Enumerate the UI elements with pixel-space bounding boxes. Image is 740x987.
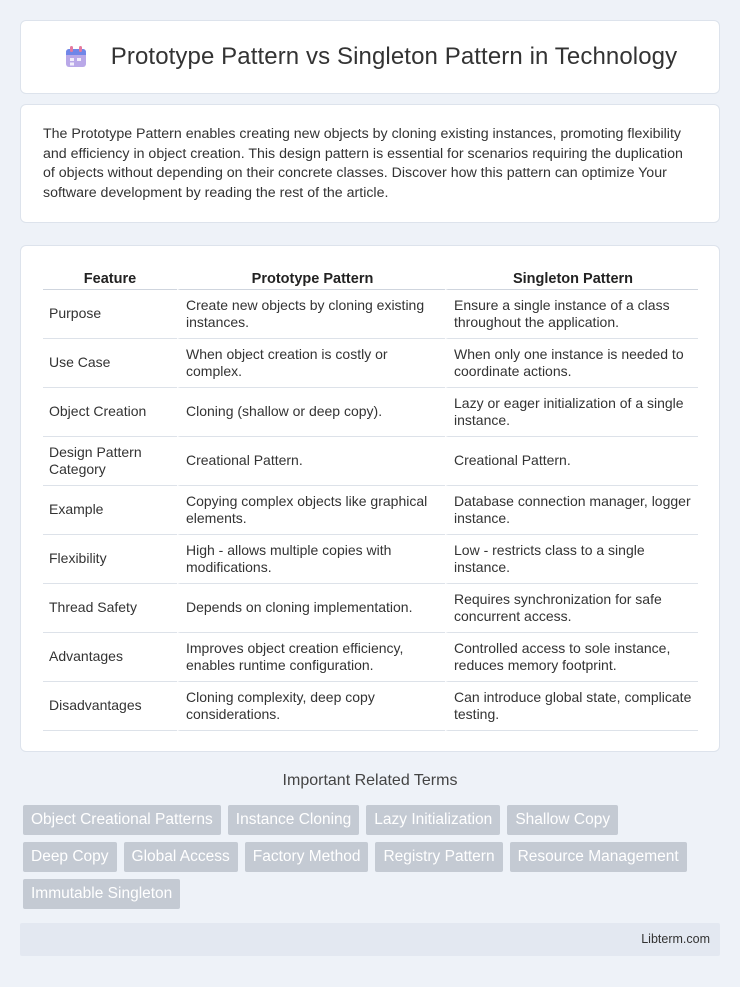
feature-cell: Example bbox=[43, 486, 177, 535]
singleton-cell: Low - restricts class to a single instance. bbox=[445, 535, 698, 584]
singleton-cell: Can introduce global state, complicate testing. bbox=[445, 682, 698, 731]
singleton-cell: Creational Pattern. bbox=[445, 437, 698, 486]
tag-instance-cloning[interactable]: Instance Cloning bbox=[228, 805, 359, 835]
feature-cell: Purpose bbox=[43, 290, 177, 339]
calendar-icon bbox=[63, 44, 89, 70]
tag-shallow-copy[interactable]: Shallow Copy bbox=[507, 805, 618, 835]
prototype-cell: Create new objects by cloning existing instances. bbox=[177, 290, 445, 339]
intro-card bbox=[20, 104, 720, 223]
table-row bbox=[43, 388, 698, 437]
prototype-cell: Creational Pattern. bbox=[177, 437, 445, 486]
feature-cell: Disadvantages bbox=[43, 682, 177, 731]
prototype-cell: Improves object creation efficiency, enables runtime configuration. bbox=[177, 633, 445, 682]
feature-cell: Thread Safety bbox=[43, 584, 177, 633]
page-title: Prototype Pattern vs Singleton Pattern in Technology bbox=[110, 43, 678, 70]
table-row bbox=[43, 633, 698, 682]
singleton-cell: When only one instance is needed to coordinate actions. bbox=[445, 339, 698, 388]
tag-lazy-initialization[interactable]: Lazy Initialization bbox=[366, 805, 500, 835]
table-row bbox=[43, 486, 698, 535]
prototype-cell: Cloning (shallow or deep copy). bbox=[177, 388, 445, 437]
table-row bbox=[43, 682, 698, 731]
prototype-cell: When object creation is costly or complex. bbox=[177, 339, 445, 388]
table-row bbox=[43, 290, 698, 339]
title-card bbox=[20, 20, 720, 94]
header-prototype: Prototype Pattern bbox=[177, 260, 445, 290]
tag-factory-method[interactable]: Factory Method bbox=[245, 842, 369, 872]
tag-registry-pattern[interactable]: Registry Pattern bbox=[375, 842, 502, 872]
table-header-row bbox=[43, 260, 698, 290]
tag-resource-management[interactable]: Resource Management bbox=[510, 842, 687, 872]
prototype-cell: Depends on cloning implementation. bbox=[177, 584, 445, 633]
header-feature: Feature bbox=[43, 260, 177, 290]
table-row bbox=[43, 535, 698, 584]
feature-cell: Use Case bbox=[43, 339, 177, 388]
footer-site-link[interactable]: Libterm.com bbox=[641, 932, 710, 946]
table-row bbox=[43, 339, 698, 388]
header-singleton: Singleton Pattern bbox=[445, 260, 698, 290]
intro-text: The Prototype Pattern enables creating new objects by cloning existing instances, promoting flexibility and efficiency in object creation. This design pattern is essential for scenarios requiring the duplication of objects without depending on their concrete classes. Discover how this pattern can optimize Your software development by reading the rest of the article. bbox=[43, 126, 683, 201]
prototype-cell: High - allows multiple copies with modifications. bbox=[177, 535, 445, 584]
footer bbox=[20, 923, 720, 956]
table-row bbox=[43, 584, 698, 633]
feature-cell: Object Creation bbox=[43, 388, 177, 437]
tag-global-access[interactable]: Global Access bbox=[124, 842, 238, 872]
prototype-cell: Copying complex objects like graphical elements. bbox=[177, 486, 445, 535]
tag-deep-copy[interactable]: Deep Copy bbox=[23, 842, 117, 872]
table-row bbox=[43, 437, 698, 486]
comparison-table-card bbox=[20, 245, 720, 752]
feature-cell: Flexibility bbox=[43, 535, 177, 584]
feature-cell: Advantages bbox=[43, 633, 177, 682]
singleton-cell: Database connection manager, logger instance. bbox=[445, 486, 698, 535]
tag-immutable-singleton[interactable]: Immutable Singleton bbox=[23, 879, 180, 909]
related-terms-title: Important Related Terms bbox=[282, 772, 458, 789]
singleton-cell: Controlled access to sole instance, reduces memory footprint. bbox=[445, 633, 698, 682]
comparison-table bbox=[43, 260, 698, 731]
feature-cell: Design Pattern Category bbox=[43, 437, 177, 486]
singleton-cell: Lazy or eager initialization of a single instance. bbox=[445, 388, 698, 437]
singleton-cell: Ensure a single instance of a class throughout the application. bbox=[445, 290, 698, 339]
related-terms-list bbox=[23, 805, 713, 909]
singleton-cell: Requires synchronization for safe concurrent access. bbox=[445, 584, 698, 633]
prototype-cell: Cloning complexity, deep copy considerations. bbox=[177, 682, 445, 731]
tag-object-creational-patterns[interactable]: Object Creational Patterns bbox=[23, 805, 221, 835]
